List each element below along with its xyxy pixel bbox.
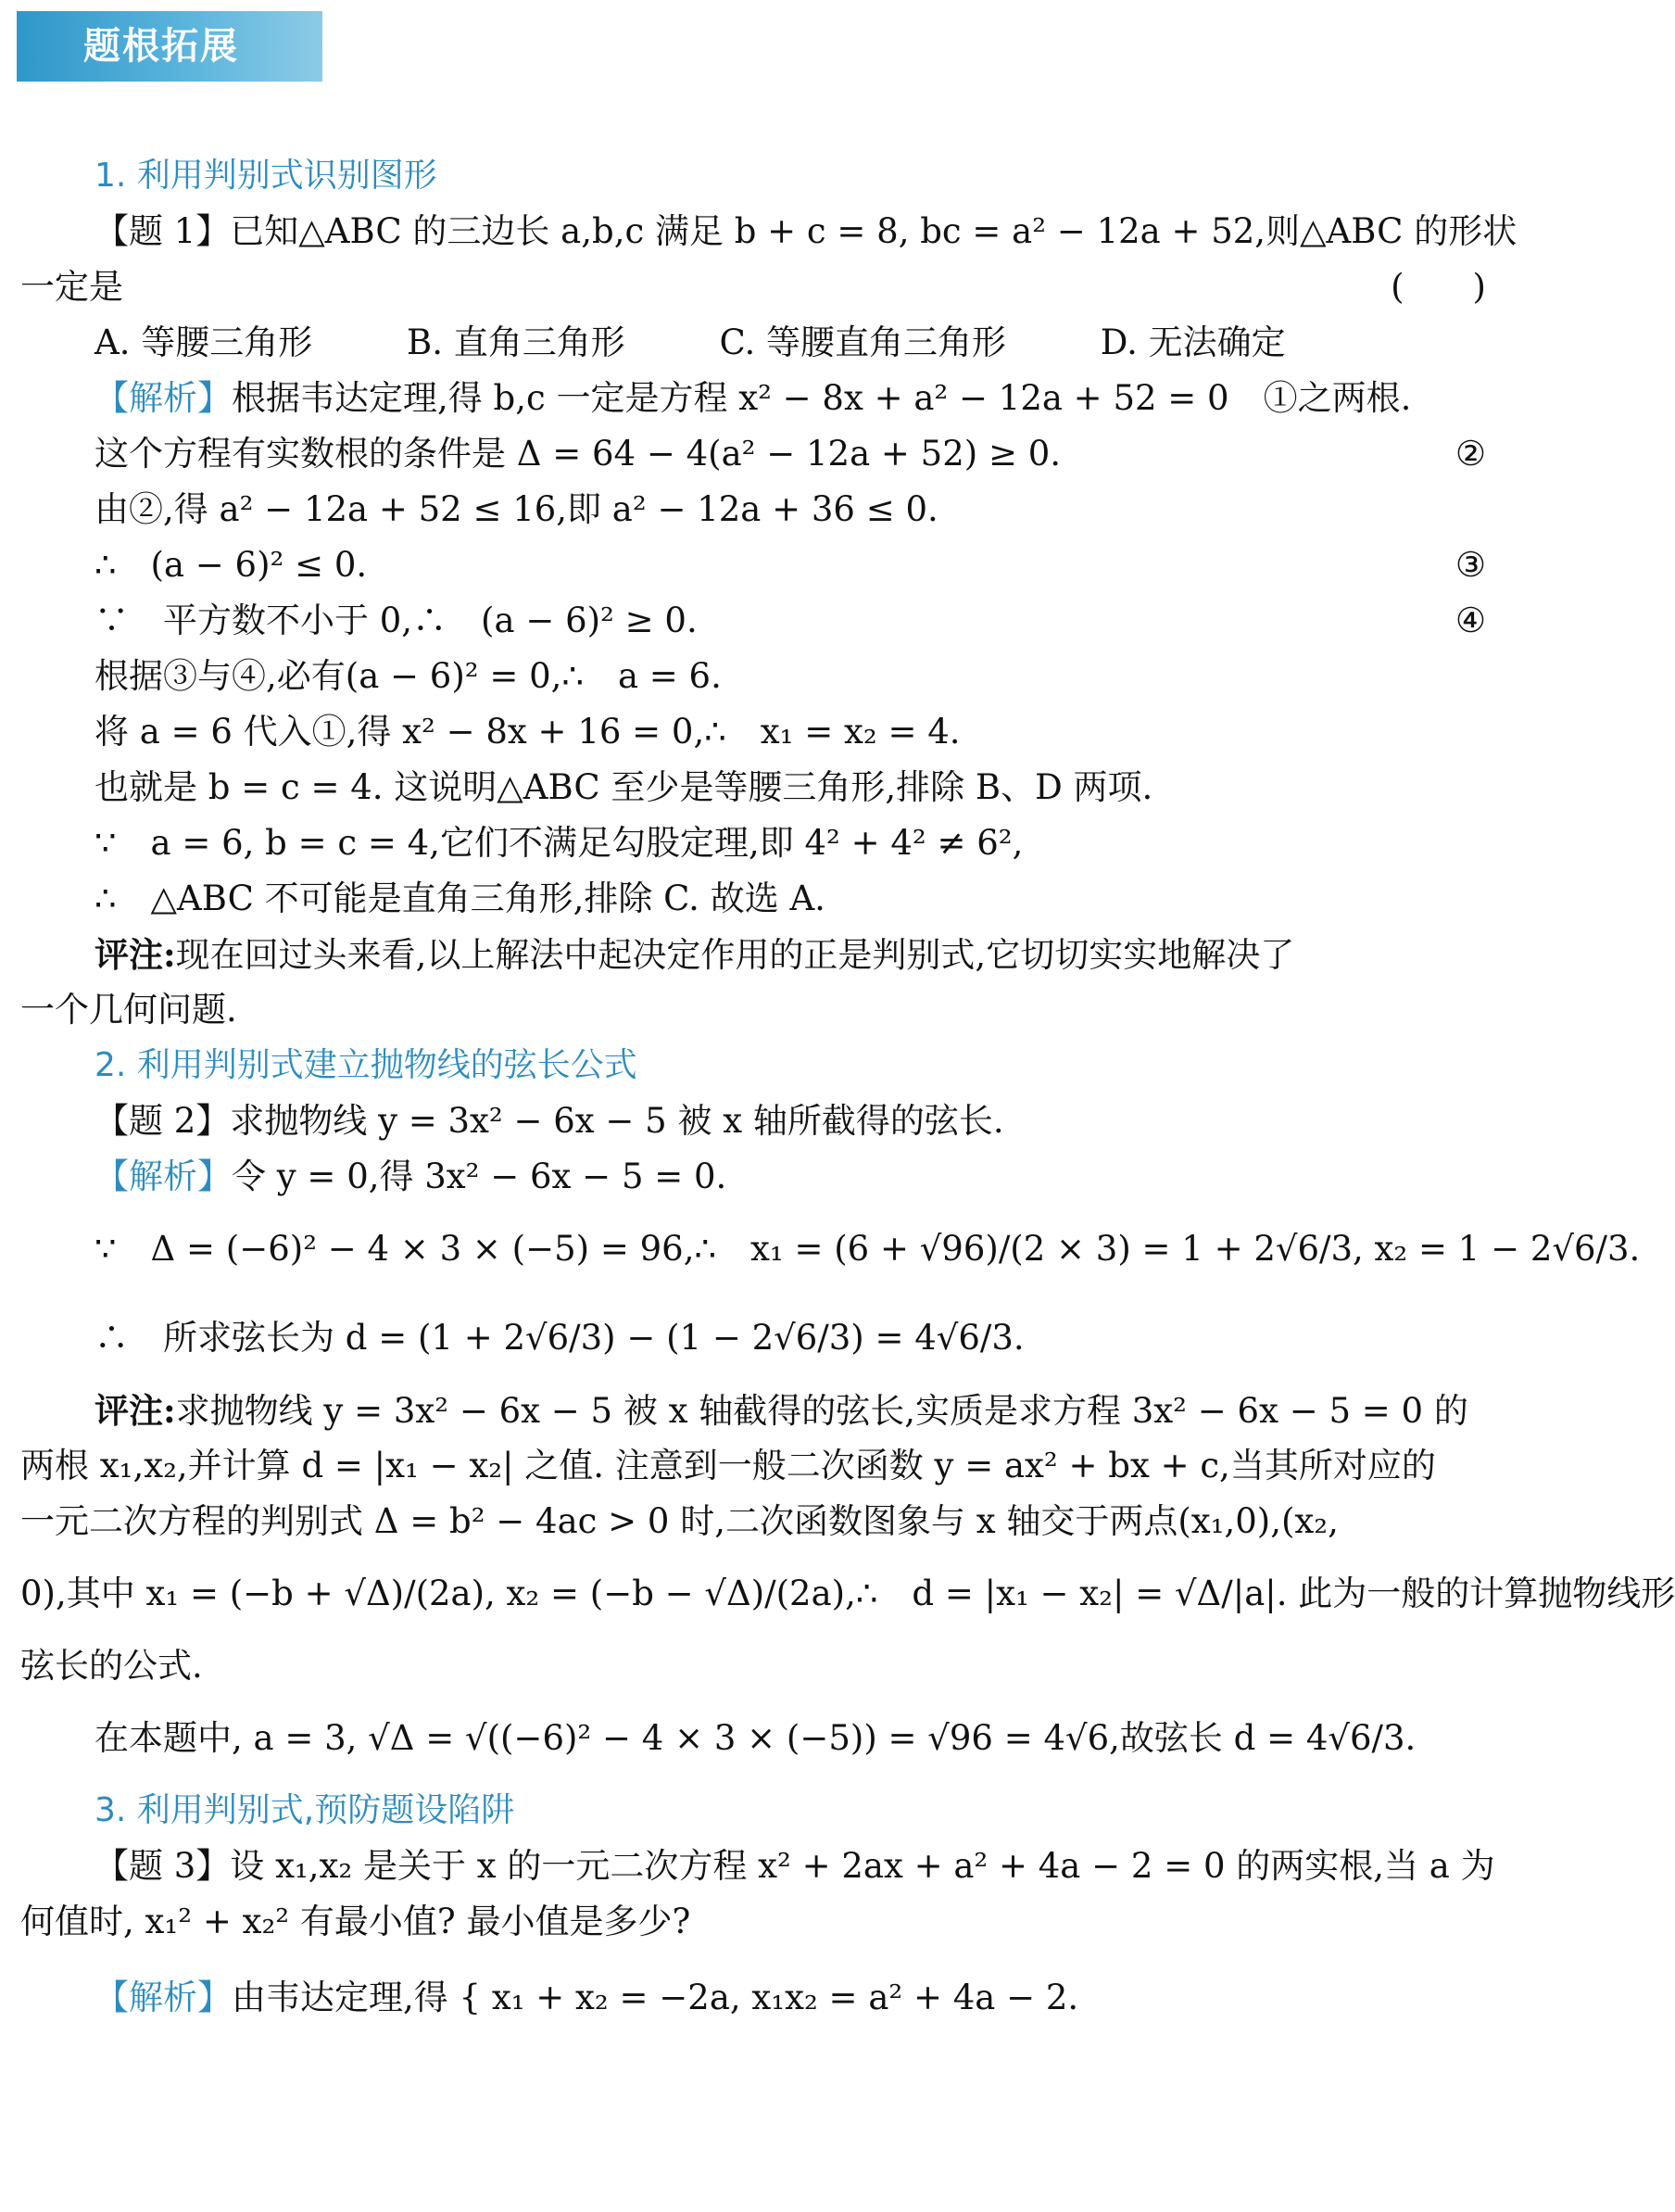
solution-1-line-2 [20, 426, 1493, 482]
comment-2-line-2: 两根 x₁,x₂,并计算 d = |x₁ − x₂| 之值. 注意到一般二次函数 y = ax² + bx + c,当其所对应的 [20, 1446, 1436, 1485]
comment-2-line-1 [20, 1383, 1493, 1438]
comment-tag: 评注: [94, 934, 176, 975]
section-banner: 题根拓展 [17, 11, 322, 82]
solution-1-line-10: ∴ △ABC 不可能是直角三角形,排除 C. 故选 A. [94, 878, 825, 918]
solution-1-line-4 [20, 537, 1493, 593]
options-row [20, 315, 1493, 371]
comment-2-line-5: 弦长的公式. [20, 1646, 203, 1686]
solution-tag: 【解析】 [94, 1978, 232, 2017]
solution-text: ∵ 平方数不小于 0,∴ (a − 6)² ≥ 0. [94, 600, 698, 640]
answer-paren: ( ) [1391, 267, 1486, 307]
solution-1-line-6: 根据③与④,必有(a − 6)² = 0,∴ a = 6. [94, 656, 722, 696]
comment-2-line-6: 在本题中, a = 3, √Δ = √((−6)² − 4 × 3 × (−5)) = √96 = 4√6,故弦长 d = 4√6/3. [94, 1718, 1417, 1758]
solution-tag: 【解析】 [94, 378, 232, 418]
comment-text: 现在回过头来看,以上解法中起决定作用的正是判别式,它切切实实地解决了 [175, 935, 1295, 975]
equation-number: ③ [1455, 545, 1486, 585]
solution-1-line-1 [20, 371, 1493, 426]
solution-text: 根据韦达定理,得 b,c 一定是方程 x² − 8x + a² − 12a + 52 = 0 ①之两根. [232, 378, 1412, 418]
section-2-heading: 2. 利用判别式建立抛物线的弦长公式 [94, 1046, 637, 1084]
solution-1-line-9: ∵ a = 6, b = c = 4,它们不满足勾股定理,即 4² + 4² ≠ 6², [94, 823, 1024, 863]
solution-2-line-3: ∴ 所求弦长为 d = (1 + 2√6/3) − (1 − 2√6/3) = 4√6/3. [94, 1318, 1025, 1358]
equation-number: ② [1455, 434, 1486, 474]
solution-text: 由韦达定理,得 { x₁ + x₂ = −2a, x₁x₂ = a² + 4a − 2. [232, 1978, 1079, 2017]
option-a: A. 等腰三角形 [94, 322, 313, 362]
solution-tag: 【解析】 [94, 1157, 232, 1196]
problem-3-line-1: 【题 3】设 x₁,x₂ 是关于 x 的一元二次方程 x² + 2ax + a² + 4a − 2 = 0 的两实根,当 a 为 [94, 1846, 1495, 1886]
comment-tag: 评注: [94, 1390, 176, 1431]
solution-1-line-3: 由②,得 a² − 12a + 52 ≤ 16,即 a² − 12a + 36 ≤ 0. [94, 489, 938, 529]
problem-1-line-1: 【题 1】已知△ABC 的三边长 a,b,c 满足 b + c = 8, bc = a² − 12a + 52,则△ABC 的形状 [94, 211, 1518, 251]
section-1-heading: 1. 利用判别式识别图形 [94, 157, 437, 195]
option-c: C. 等腰直角三角形 [719, 322, 1007, 362]
solution-1-line-8: 也就是 b = c = 4. 这说明△ABC 至少是等腰三角形,排除 B、D 两项. [94, 767, 1153, 807]
comment-1-line-1 [20, 927, 1493, 982]
option-d: D. 无法确定 [1100, 322, 1286, 362]
option-b: B. 直角三角形 [407, 322, 625, 362]
comment-text: 求抛物线 y = 3x² − 6x − 5 被 x 轴截得的弦长,实质是求方程 3x² − 6x − 5 = 0 的 [175, 1391, 1468, 1431]
solution-3-line-1 [20, 1950, 1493, 2046]
problem-2-line: 【题 2】求抛物线 y = 3x² − 6x − 5 被 x 轴所截得的弦长. [94, 1101, 1004, 1141]
equation-number: ④ [1455, 600, 1486, 640]
problem-1-text: 一定是 [20, 267, 123, 307]
problem-3-line-2: 何值时, x₁² + x₂² 有最小值? 最小值是多少? [20, 1902, 691, 1941]
comment-2-line-3: 一元二次方程的判别式 Δ = b² − 4ac > 0 时,二次函数图象与 x 轴交于两点(x₁,0),(x₂, [20, 1501, 1339, 1541]
solution-text: ∴ (a − 6)² ≤ 0. [94, 545, 368, 585]
comment-2-line-4: 0),其中 x₁ = (−b + √Δ)/(2a), x₂ = (−b − √Δ)/(2a),∴ d = |x₁ − x₂| = √Δ/|a|. 此为一般的计算抛物线形 [20, 1574, 1675, 1613]
solution-2-line-1 [20, 1149, 1493, 1205]
problem-1-line-2 [20, 259, 1493, 315]
solution-text: 令 y = 0,得 3x² − 6x − 5 = 0. [232, 1157, 727, 1196]
comment-1-line-2: 一个几何问题. [20, 990, 237, 1030]
section-3-heading: 3. 利用判别式,预防题设陷阱 [94, 1791, 515, 1829]
solution-text: 这个方程有实数根的条件是 Δ = 64 − 4(a² − 12a + 52) ≥ 0. [94, 434, 1062, 474]
solution-1-line-5 [20, 593, 1493, 649]
document-body [20, 148, 1675, 2046]
solution-2-line-2: ∵ Δ = (−6)² − 4 × 3 × (−5) = 96,∴ x₁ = (6 + √96)/(2 × 3) = 1 + 2√6/3, x₂ = 1 − 2√6/3. [94, 1229, 1641, 1269]
solution-1-line-7: 将 a = 6 代入①,得 x² − 8x + 16 = 0,∴ x₁ = x₂ = 4. [94, 712, 961, 752]
